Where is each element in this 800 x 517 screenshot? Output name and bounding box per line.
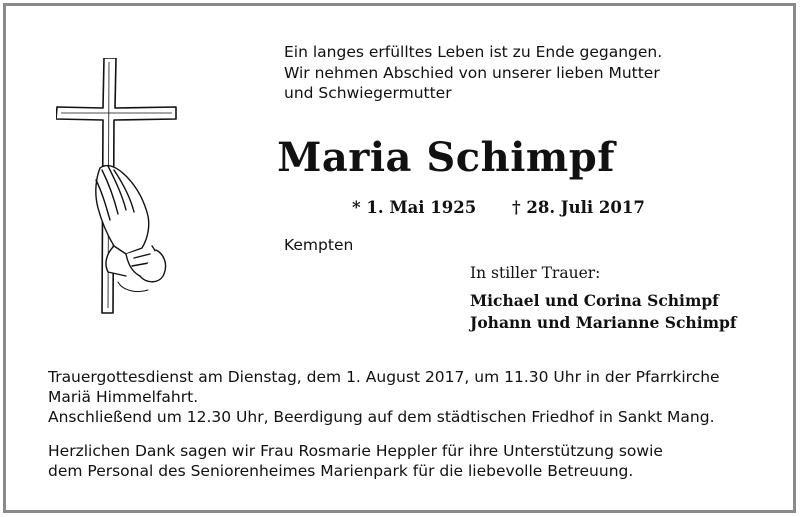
place-name: Kempten: [284, 236, 354, 254]
mourning-label: In stiller Trauer:: [470, 264, 601, 282]
mourner-name: Michael und Corina Schimpf: [470, 291, 719, 310]
intro-line: und Schwiegermutter: [284, 84, 452, 102]
service-line: Anschließend um 12.30 Uhr, Beerdigung auf dem städtischen Friedhof in Sankt Mang.: [48, 408, 715, 426]
birth-date: * 1. Mai 1925: [352, 198, 477, 217]
service-line: Trauergottesdienst am Dienstag, dem 1. August 2017, um 11.30 Uhr in der Pfarrkirche: [48, 368, 720, 386]
thanks-text: [48, 441, 663, 481]
life-dates: [352, 198, 645, 217]
service-info: [48, 367, 720, 427]
death-date: † 28. Juli 2017: [511, 198, 645, 217]
praying-hands-icon: [96, 166, 166, 292]
mourners-list: [470, 290, 736, 334]
intro-text: [284, 42, 662, 104]
intro-line: Wir nehmen Abschied von unserer lieben Mutter: [284, 63, 660, 82]
intro-line: Ein langes erfülltes Leben ist zu Ende gegangen.: [284, 43, 663, 61]
mourner-name: Johann und Marianne Schimpf: [470, 313, 737, 332]
service-line: Mariä Himmelfahrt.: [48, 388, 199, 406]
cross-with-praying-hands: [56, 58, 196, 328]
thanks-line: dem Personal des Seniorenheimes Marienpark für die liebevolle Betreuung.: [48, 462, 634, 480]
deceased-name: Maria Schimpf: [277, 134, 615, 181]
thanks-line: Herzlichen Dank sagen wir Frau Rosmarie Heppler für ihre Unterstützung sowie: [48, 442, 663, 460]
